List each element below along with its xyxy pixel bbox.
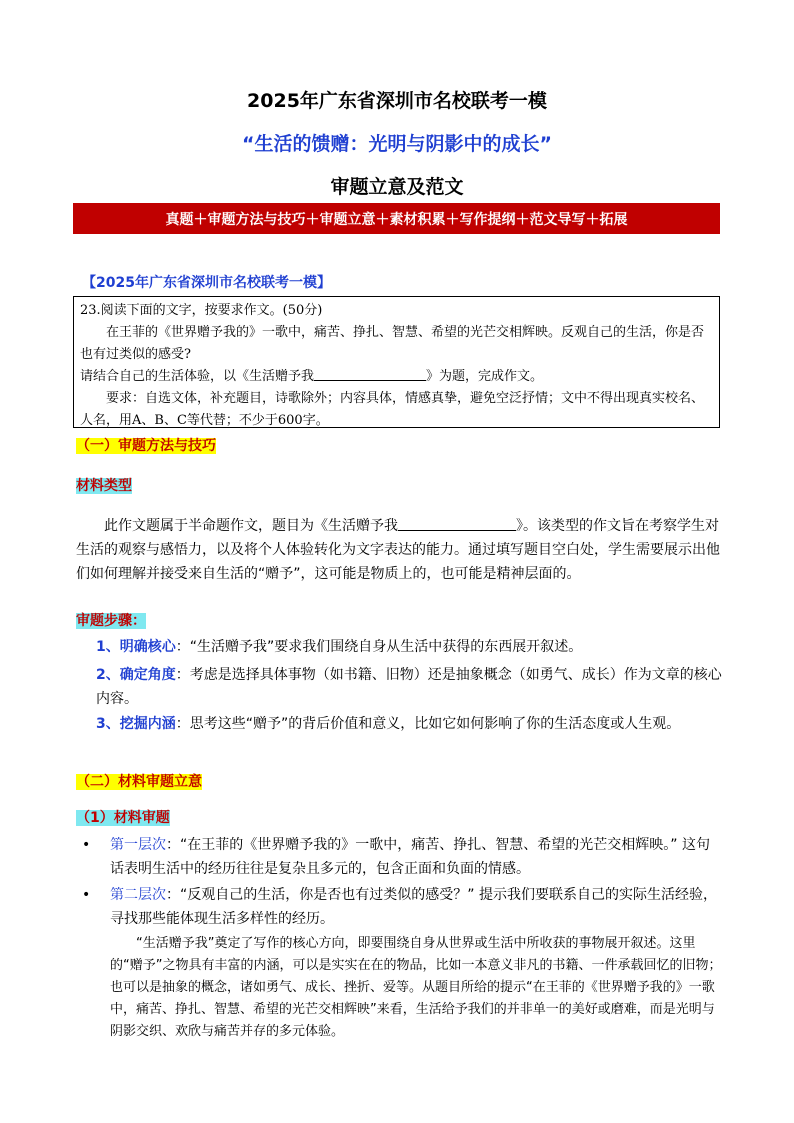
question-line-1: 23.阅读下面的文字，按要求作文。(50分) [80,303,323,318]
contents-banner: 真题＋审题方法与技巧＋审题立意＋素材积累＋写作提纲＋范文导写＋拓展 [73,203,720,234]
question-line-4: 要求：自选文体，补充题目，诗歌除外；内容具体，情感真挚，避免空泛抒情；文中不得出现真实校名、人名，用A、B、C等代替；不少于600字。 [80,391,705,428]
section-title: 审题立意及范文 [330,176,464,198]
section1-heading: （一）审题方法与技巧 [76,438,216,454]
steps-heading: 审题步骤： [76,613,146,629]
question-line-3: 请结合自己的生活体验，以《生活赠予我 》为题，完成作文。 [80,369,544,384]
page-title: 2025年广东省深圳市名校联考一模 [247,90,547,112]
material-type-heading: 材料类型 [76,478,132,494]
analysis-paragraph: “生活赠予我”奠定了写作的核心方向，即要围绕自身从世界或生活中所收获的事物展开叙述。这里的“赠予”之物具有丰富的内涵，可以是实实在在的物品，比如一本意义非凡的书籍、一件承载回忆的旧物；也可以是抽象的概念，诸如勇气、成长、挫折、爱等。从题目所给的提示“在王菲的《世界赠予我的》一歌中，痛苦、挣扎、智慧、希望的光芒交相辉映”来看，生活给予我们的并非单一的美好或磨难，而是光明与阴影交织、欢欣与痛苦并存的多元体验。 [110,936,722,1039]
bullet-dot-icon: • [82,837,91,853]
intro-paragraph: 此作文题属于半命题作文，题目为《生活赠予我 》。该类型的作文旨在考察学生对生活的观察与感悟力，以及将个人体验转化为文字表达的能力。通过填写题目空白处，学生需要展示出他们如何理解并接受来自生活的“赠予”，这可能是物质上的，也可能是精神层面的。 [76,518,720,582]
title-blank [314,367,426,381]
section2-heading: （二）材料审题立意 [76,774,202,790]
page-subtitle: “生活的馈赠：光明与阴影中的成长” [242,133,552,155]
step-3: 3、挖掘内涵：思考这些“赠予”的背后价值和意义，比如它如何影响了你的生活态度或人生观。 [96,716,681,732]
intro-blank [398,517,516,531]
bullet-layer-1: • 第一层次：“在王菲的《世界赠予我的》一歌中，痛苦、挣扎、智慧、希望的光芒交相辉映。” 这句话表明生活中的经历往往是复杂且多元的，包含正面和负面的情感。 [110,833,722,881]
material-review-heading: （1）材料审题 [76,810,170,826]
question-line-2: 在王菲的《世界赠予我的》一歌中，痛苦、挣扎、智慧、希望的光芒交相辉映。反观自己的生活，你是否也有过类似的感受? [80,325,705,362]
source-label: 【2025年广东省深圳市名校联考一模】 [82,275,331,291]
step-1: 1、明确核心：“生活赠予我”要求我们围绕自身从生活中获得的东西展开叙述。 [96,639,583,655]
bullet-dot-icon: • [82,887,91,903]
step-2: 2、确定角度：考虑是选择具体事物（如书籍、旧物）还是抽象概念（如勇气、成长）作为文章的核心内容。 [96,667,722,707]
question-box [73,296,720,428]
bullet-layer-2: • 第二层次：“反观自己的生活，你是否也有过类似的感受？” 提示我们要联系自己的实际生活经验，寻找那些能体现生活多样性的经历。 [110,883,722,931]
